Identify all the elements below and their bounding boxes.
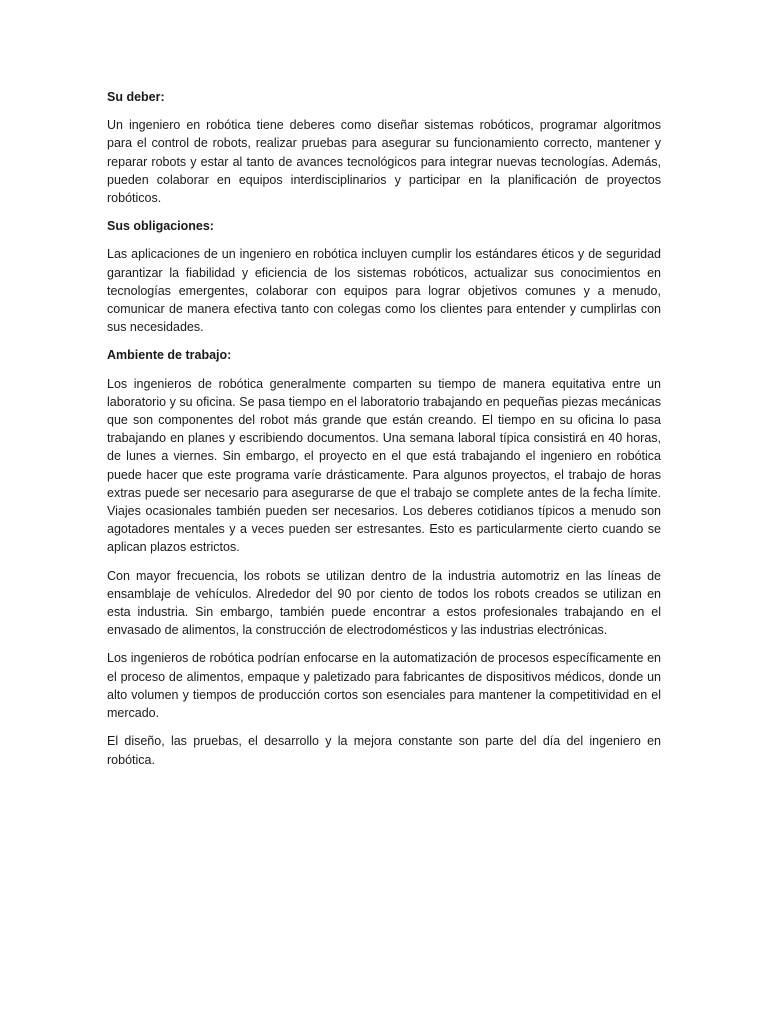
paragraph: Los ingenieros de robótica podrían enfocarse en la automatización de procesos específicamente en el proceso de alimentos, empaque y paletizado para fabricantes de dispositivos médicos, donde un alto volumen y tiempos de producción cortos son esenciales para mantener la competitividad en el mercado. (107, 651, 661, 721)
document-page (107, 88, 661, 779)
section-heading: Sus obligaciones: (107, 219, 214, 234)
paragraph: Con mayor frecuencia, los robots se utilizan dentro de la industria automotriz en las líneas de ensamblaje de vehículos. Alrededor del 90 por ciento de todos los robots creados se utilizan en esta industria. Sin embargo, también puede encontrar a estos profesionales trabajando en el envasado de alimentos, la construcción de electrodomésticos y las industrias electrónicas. (107, 568, 661, 638)
section-sus-obligaciones (107, 217, 661, 336)
paragraph: El diseño, las pruebas, el desarrollo y la mejora constante son parte del día del ingeniero en robótica. (107, 734, 661, 767)
paragraph: Las aplicaciones de un ingeniero en robótica incluyen cumplir los estándares éticos y de seguridad garantizar la fiabilidad y eficiencia de los sistemas robóticos, actualizar sus conocimientos en tecnologías emergentes, colaborar con equipos para lograr objetivos comunes y a menudo, comunicar de manera efectiva tanto con colegas como los clientes para entender y cumplirlas con sus necesidades. (107, 247, 661, 335)
section-su-deber (107, 88, 661, 207)
section-heading: Su deber: (107, 90, 165, 104)
paragraph: Los ingenieros de robótica generalmente comparten su tiempo de manera equitativa entre un laboratorio y su oficina. Se pasa tiempo en el laboratorio trabajando en pequeñas piezas mecánicas que son componentes del robot más grande que están creando. El tiempo en su oficina lo pasa trabajando en planes y escribiendo documentos. Una semana laboral típica consistirá en 40 horas, de lunes a viernes. Sin embargo, el proyecto en el que está trabajando el ingeniero en robótica puede hacer que este programa varíe drásticamente. Para algunos proyectos, el trabajo de horas extras puede ser necesario para asegurarse de que el trabajo se complete antes de la fecha límite. Viajes ocasionales también pueden ser necesarios. Los deberes cotidianos típicos a menudo son agotadores mentales y a veces pueden ser estresantes. Esto es particularmente cierto cuando se aplican plazos estrictos. (107, 376, 661, 555)
section-ambiente-de-trabajo (107, 346, 661, 768)
paragraph: Un ingeniero en robótica tiene deberes como diseñar sistemas robóticos, programar algoritmos para el control de robots, realizar pruebas para asegurar su funcionamiento correcto, mantener y reparar robots y estar al tanto de avances tecnológicos para integrar nuevas tecnologías. Además, pueden colaborar en equipos interdisciplinarios y participar en la planificación de proyectos robóticos. (107, 118, 661, 206)
section-heading: Ambiente de trabajo: (107, 348, 232, 363)
